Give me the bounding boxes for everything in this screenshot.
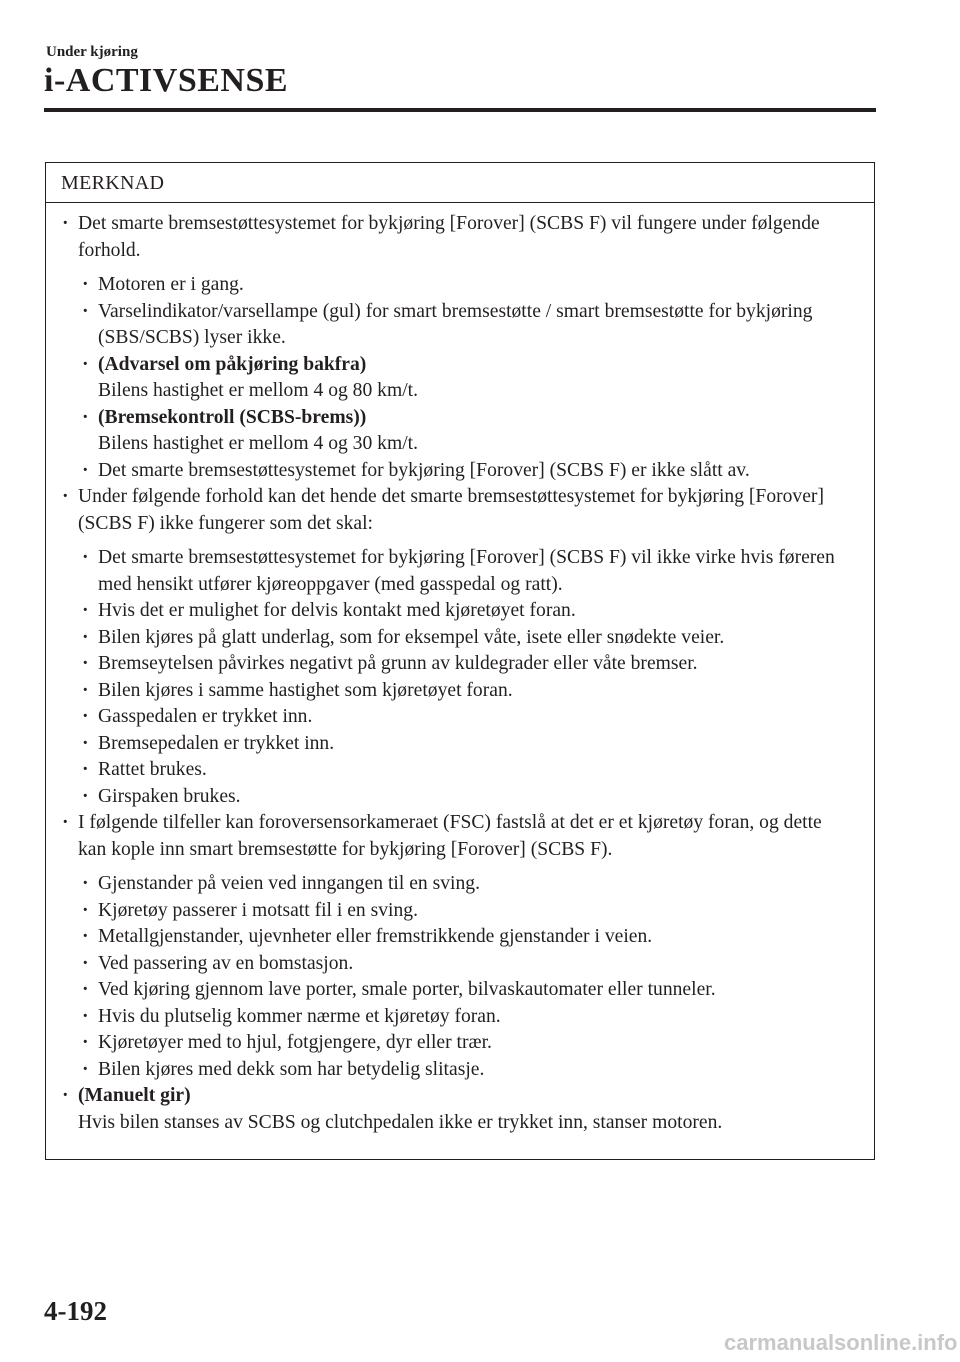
sub-item-heading: · (Advarsel om påkjøring bakfra) (98, 353, 367, 375)
sub-item-text: Bremsepedalen er trykket inn. (98, 732, 335, 754)
sub-item-text: Kjøretøy passerer i motsatt fil i en sving. (98, 899, 418, 921)
sub-item (61, 784, 854, 811)
note-item-3 (61, 810, 854, 863)
note-item-2 (61, 484, 854, 537)
section-label: Under kjøring (46, 44, 138, 60)
note-item-2-sublist (61, 545, 854, 810)
sub-item-text: Bilen kjøres med dekk som har betydelig slitasje. (98, 1058, 485, 1080)
sub-item (61, 1030, 854, 1057)
note-item-1-sublist (61, 272, 854, 484)
sub-item-text: Det smarte bremsestøttesystemet for bykjøring [Forover] (SCBS F) vil ikke virke hvis føreren med hensikt utfører kjøreoppgaver (med gasspedal og ratt). (98, 547, 835, 595)
sub-item (61, 1057, 854, 1084)
sub-item (61, 352, 854, 405)
sub-item (61, 924, 854, 951)
sub-item-text: Kjøretøyer med to hjul, fotgjengere, dyr eller trær. (98, 1032, 492, 1053)
sub-item (61, 405, 854, 458)
sub-item-text: Bilens hastighet er mellom 4 og 30 km/t. (98, 433, 418, 454)
note-box (45, 162, 875, 1160)
sub-item-text: Rattet brukes. (98, 759, 207, 780)
sub-item-text: Girspaken brukes. (98, 785, 241, 807)
page-number: 4-192 (44, 1296, 107, 1326)
note-item-heading: · (Manuelt gir) (78, 1085, 191, 1106)
note-item-1 (61, 211, 854, 264)
note-item-text: Det smarte bremsestøttesystemet for bykjøring [Forover] (SCBS F) vil fungere under følgende forhold. (78, 213, 820, 261)
sub-item (61, 977, 854, 1004)
sub-item (61, 598, 854, 625)
sub-item-text: Varselindikator/varsellampe (gul) for smart bremsestøtte / smart bremsestøtte for bykjøring (SBS/SCBS) lyser ikke. (98, 300, 813, 348)
sub-item-text: Gjenstander på veien ved inngangen til en sving. (98, 873, 480, 894)
note-item-text: Under følgende forhold kan det hende det smarte bremsestøttesystemet for bykjøring [Forover] (SCBS F) ikke fungerer som det skal: (78, 486, 824, 534)
sub-item-text: Gasspedalen er trykket inn. (98, 706, 313, 727)
watermark: carmanualsonline.info (724, 1330, 958, 1355)
sub-item (61, 951, 854, 978)
note-item-4 (61, 1083, 854, 1136)
sub-item (61, 898, 854, 925)
sub-item (61, 731, 854, 758)
note-item-text: Hvis bilen stanses av SCBS og clutchpedalen ikke er trykket inn, stanser motoren. (78, 1111, 723, 1133)
page-title: i-ACTIVSENSE (44, 62, 289, 99)
sub-item (61, 704, 854, 731)
sub-item (61, 625, 854, 652)
sub-item (61, 458, 854, 485)
sub-item-text: Bilens hastighet er mellom 4 og 80 km/t. (98, 380, 418, 401)
note-heading: MERKNAD (46, 163, 874, 203)
sub-item-text: Hvis det er mulighet for delvis kontakt med kjøretøyet foran. (98, 600, 576, 621)
note-item-text: I følgende tilfeller kan foroversensorkameraet (FSC) fastslå at det er et kjøretøy foran, og dette kan kople inn smart bremsestøtte for bykjøring [Forover] (SCBS F). (78, 812, 822, 860)
sub-item-text: Hvis du plutselig kommer nærme et kjøretøy foran. (98, 1005, 501, 1027)
sub-item-text: Ved passering av en bomstasjon. (98, 952, 354, 974)
sub-item (61, 651, 854, 678)
sub-item-text: Motoren er i gang. (98, 274, 244, 295)
sub-item (61, 1004, 854, 1031)
title-rule (44, 108, 876, 112)
sub-item (61, 272, 854, 299)
note-item-3-sublist (61, 871, 854, 1083)
sub-item-text: Bilen kjøres på glatt underlag, som for eksempel våte, isete eller snødekte veier. (98, 626, 725, 648)
sub-item (61, 678, 854, 705)
note-body (46, 203, 874, 1136)
sub-item (61, 871, 854, 898)
sub-item-text: Ved kjøring gjennom lave porter, smale porter, bilvaskautomater eller tunneler. (98, 979, 716, 1000)
sub-item-text: Det smarte bremsestøttesystemet for bykjøring [Forover] (SCBS F) er ikke slått av. (98, 459, 750, 481)
sub-item-text: Bremseytelsen påvirkes negativt på grunn av kuldegrader eller våte bremser. (98, 653, 698, 674)
sub-item-heading: · (Bremsekontroll (SCBS-brems)) (98, 406, 367, 428)
sub-item-text: Metallgjenstander, ujevnheter eller fremstrikkende gjenstander i veien. (98, 926, 653, 947)
sub-item-text: Bilen kjøres i samme hastighet som kjøretøyet foran. (98, 679, 513, 701)
sub-item (61, 299, 854, 352)
sub-item (61, 545, 854, 598)
sub-item (61, 757, 854, 784)
